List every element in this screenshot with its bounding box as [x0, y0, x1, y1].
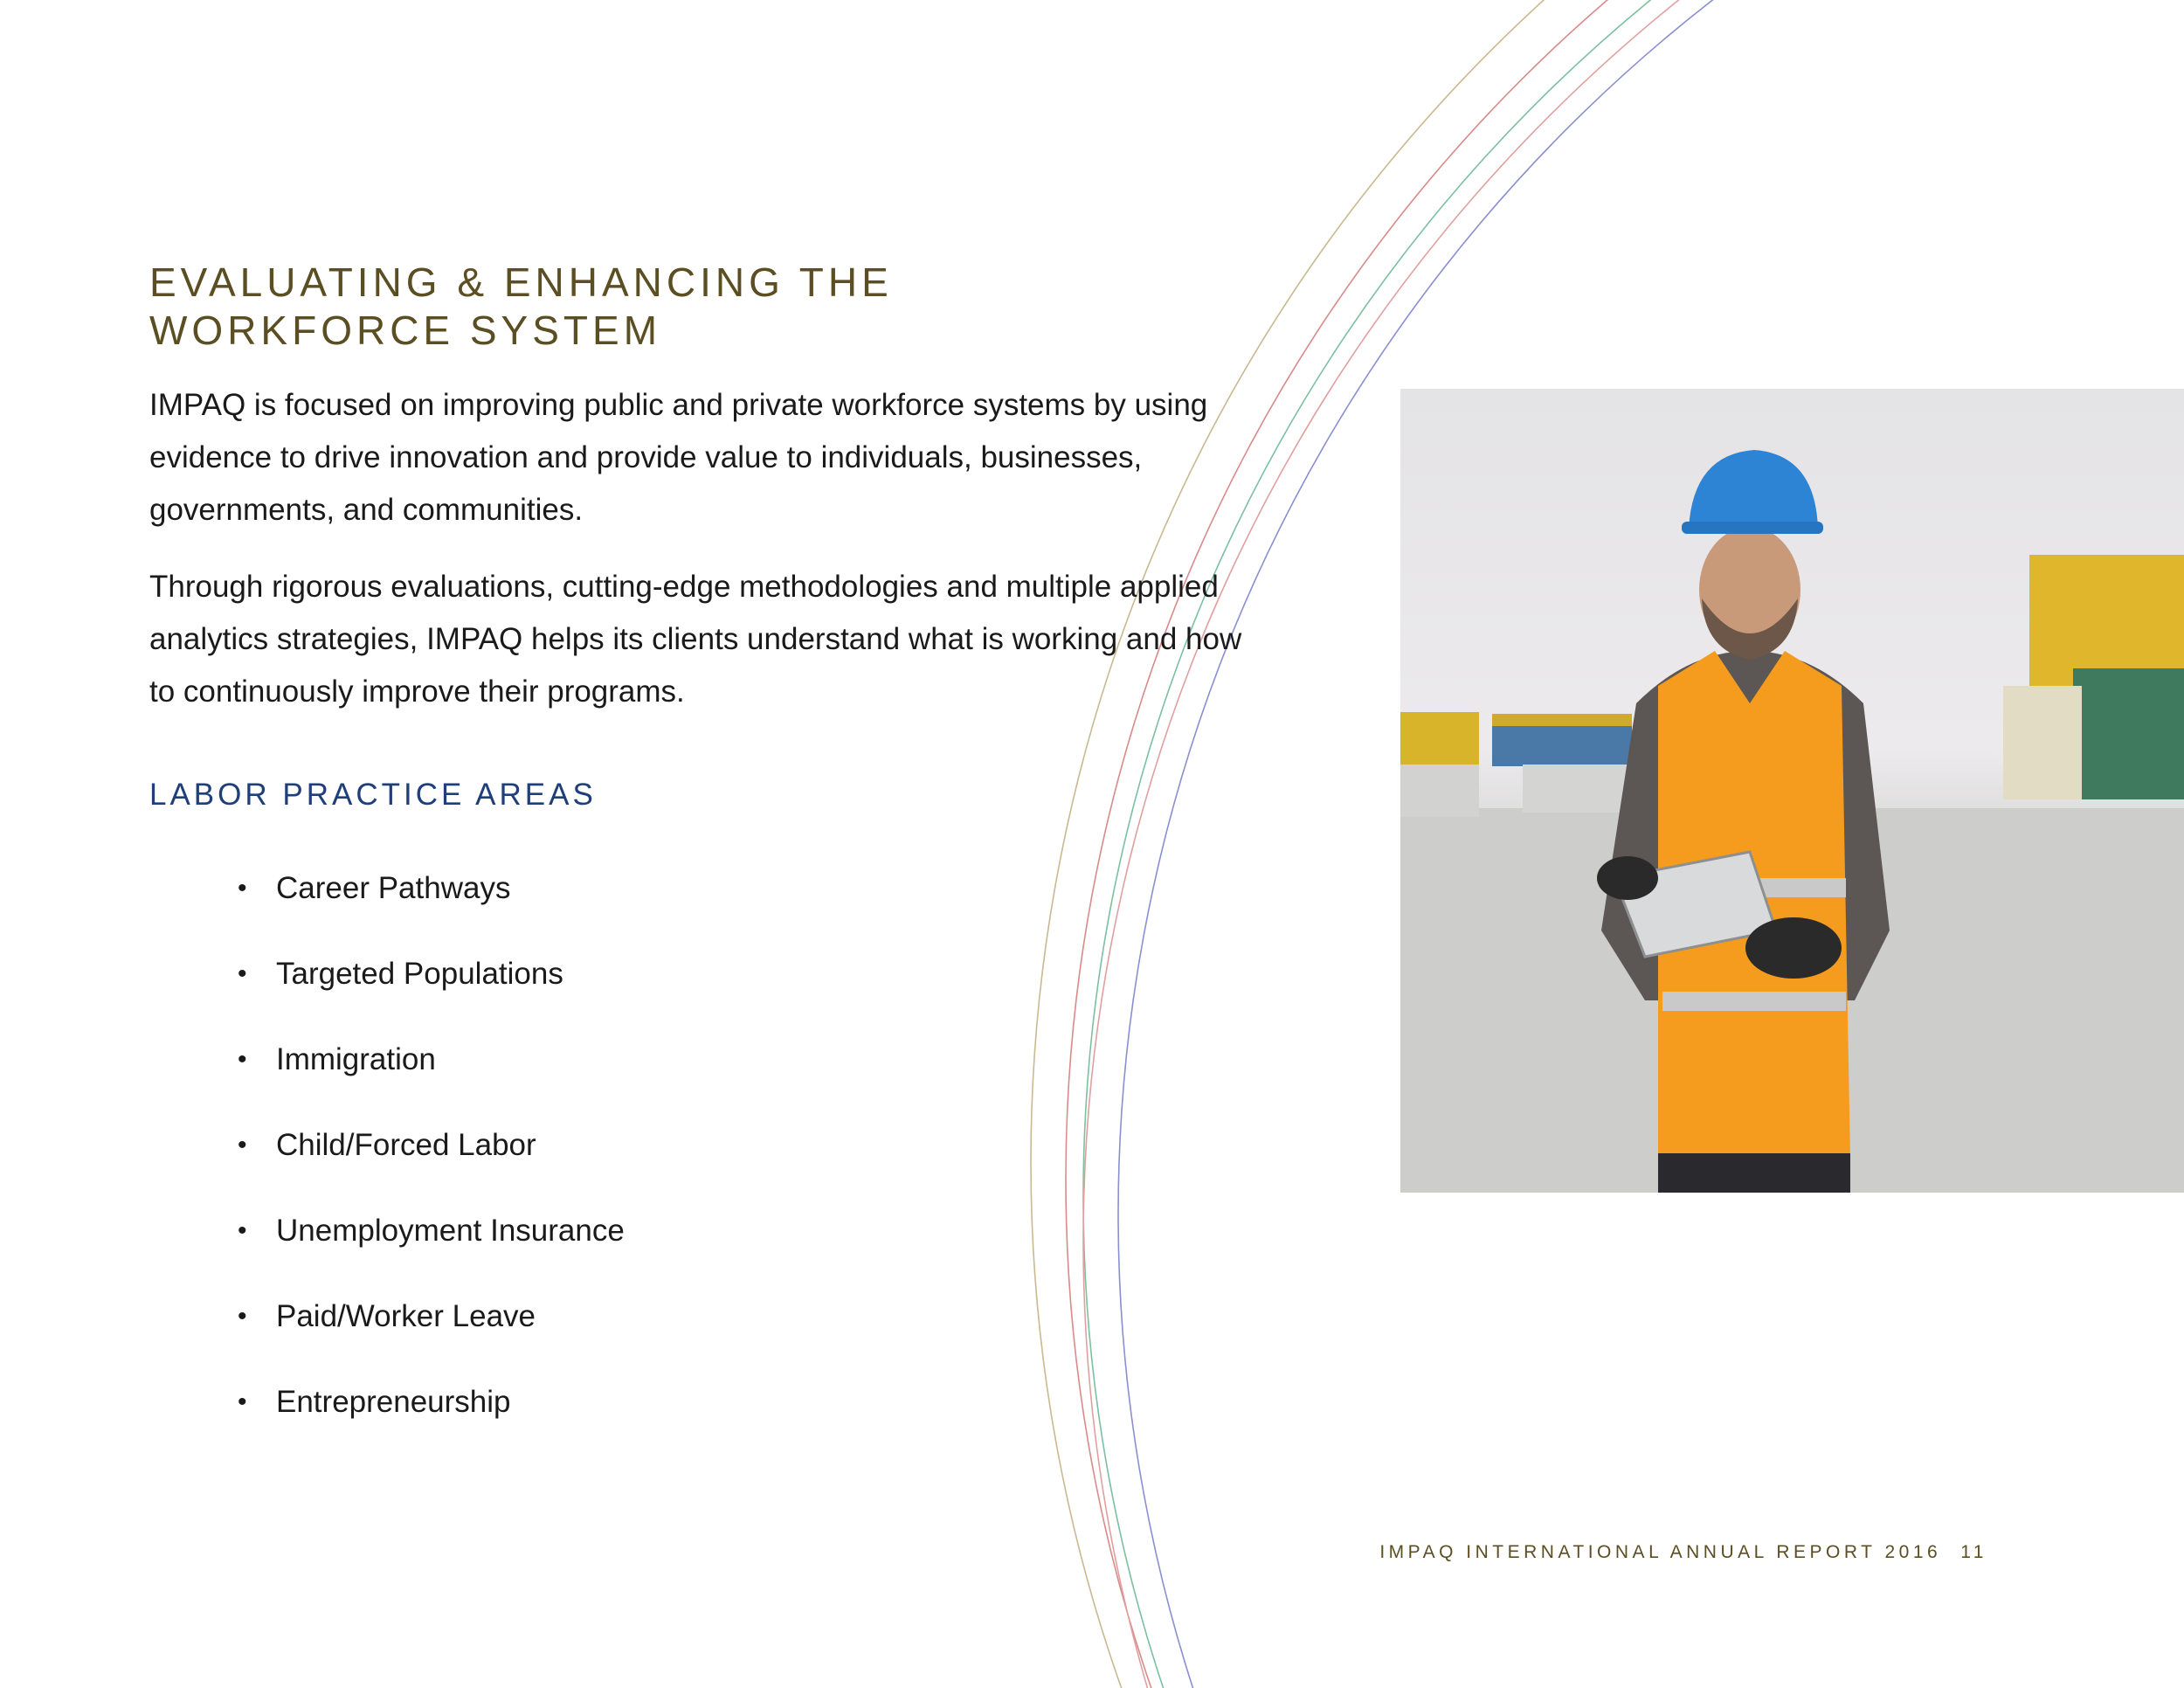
- photo-glove-left: [1597, 856, 1658, 900]
- bullet-icon: •: [238, 959, 247, 988]
- photo-barrier-mid: [1523, 764, 1636, 813]
- practice-area-label: Unemployment Insurance: [276, 1214, 625, 1248]
- list-item: [238, 1122, 625, 1207]
- list-item: [238, 1293, 625, 1379]
- practice-areas-title: LABOR PRACTICE AREAS: [149, 778, 597, 812]
- practice-area-label: Career Pathways: [276, 871, 511, 905]
- photo-machine-green: [2073, 668, 2184, 799]
- page-title: [149, 259, 1023, 355]
- page-number: 11: [1960, 1542, 1987, 1562]
- practice-area-label: Targeted Populations: [276, 957, 563, 991]
- bullet-icon: •: [238, 1387, 247, 1416]
- bullet-icon: •: [238, 1045, 247, 1074]
- photo-container-left: [1400, 712, 1479, 773]
- list-item: [238, 1379, 625, 1464]
- bullet-icon: •: [238, 874, 247, 903]
- photo-vest-stripe-2: [1662, 992, 1846, 1011]
- intro-text: [149, 379, 1250, 718]
- intro-paragraph-2: Through rigorous evaluations, cutting-edge methodologies and multiple applied analytics strategies, IMPAQ helps its clients understand what is working and how to continuously improve their programs.: [149, 570, 1242, 709]
- practice-area-label: Child/Forced Labor: [276, 1128, 536, 1162]
- practice-areas-list: [238, 865, 625, 1464]
- photo-hard-hat-brim: [1682, 522, 1823, 534]
- list-item: [238, 951, 625, 1036]
- worker-photo: [1400, 389, 2184, 1193]
- practice-area-label: Immigration: [276, 1042, 436, 1076]
- photo-hard-hat: [1689, 450, 1818, 529]
- page-title-line-2: WORKFORCE SYSTEM: [149, 308, 662, 353]
- page-title-line-1: EVALUATING & ENHANCING THE: [149, 259, 893, 305]
- list-item: [238, 1036, 625, 1122]
- photo-machine-cream: [2003, 686, 2082, 799]
- bullet-icon: •: [238, 1302, 247, 1331]
- bullet-icon: •: [238, 1131, 247, 1159]
- list-item: [238, 865, 625, 951]
- photo-container-mid-top: [1492, 714, 1632, 726]
- list-item: [238, 1207, 625, 1293]
- photo-barrier-left: [1400, 764, 1479, 817]
- practice-area-label: Entrepreneurship: [276, 1385, 511, 1419]
- photo-glove-right: [1745, 917, 1842, 979]
- practice-area-label: Paid/Worker Leave: [276, 1299, 536, 1333]
- bullet-icon: •: [238, 1216, 247, 1245]
- page-footer: [1379, 1542, 1987, 1563]
- intro-paragraph-1: IMPAQ is focused on improving public and private workforce systems by using evidence to drive innovation and provide value to individuals, businesses, governments, and communities.: [149, 388, 1208, 527]
- photo-worker-pants: [1658, 1153, 1850, 1193]
- footer-report-title: IMPAQ INTERNATIONAL ANNUAL REPORT 2016: [1379, 1542, 1942, 1562]
